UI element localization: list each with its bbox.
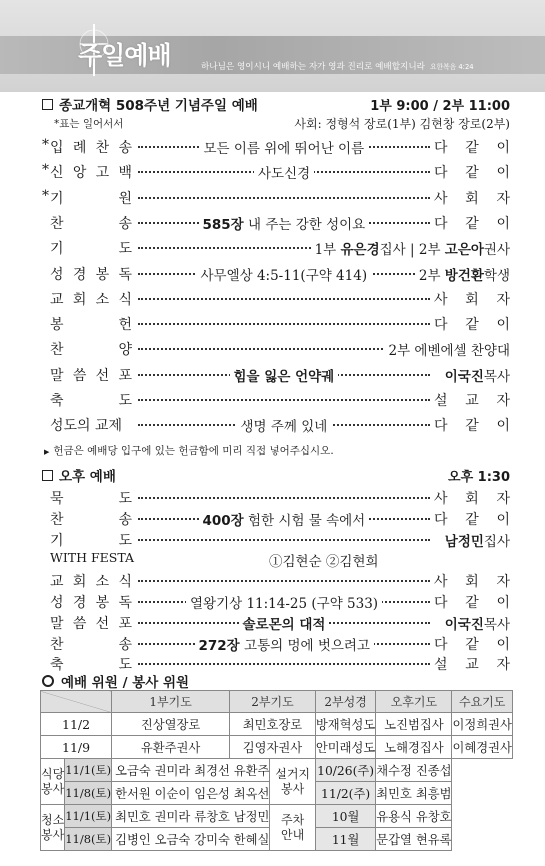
- order-label: [50, 365, 132, 385]
- order-leader: [434, 571, 510, 591]
- char: 다: [434, 140, 448, 156]
- order-leader: [434, 488, 510, 508]
- order-label: [50, 339, 132, 359]
- char: 다: [434, 511, 448, 528]
- meal-date: 11/8(토): [65, 782, 112, 805]
- char: 소: [95, 574, 110, 591]
- char: 식: [118, 574, 132, 591]
- char: 사: [434, 491, 448, 507]
- order-content: [138, 188, 430, 208]
- morning-service-time: 1부 9:00 / 2부 11:00: [370, 99, 510, 114]
- dotted-leader: [138, 323, 430, 325]
- header-cell: 2부기도: [230, 691, 316, 713]
- char: 경: [72, 595, 87, 611]
- char: 이: [496, 595, 510, 611]
- char: 자: [496, 657, 510, 674]
- header-cell: 수요기도: [452, 691, 512, 713]
- label-part: 봉사: [281, 781, 305, 796]
- morning-row: [42, 187, 510, 208]
- order-content: [138, 137, 430, 157]
- order-label: [42, 162, 132, 182]
- char: 도: [118, 657, 132, 674]
- order-label: [50, 571, 132, 591]
- char: 이: [496, 215, 510, 232]
- staff-cell: 안미래성도: [315, 736, 375, 759]
- parking-label: [270, 805, 316, 851]
- order-label: [42, 187, 132, 208]
- order-content: [138, 365, 430, 385]
- char: 회: [72, 291, 87, 308]
- char: 같: [465, 511, 479, 528]
- order-leader: [434, 390, 510, 410]
- char: 식: [118, 291, 132, 308]
- morning-row: [50, 390, 510, 410]
- char: 송: [118, 511, 132, 528]
- afternoon-row: [50, 550, 510, 570]
- order-content: [138, 213, 430, 233]
- order-label: [50, 314, 132, 334]
- order-leader: [441, 365, 510, 385]
- char: 다: [434, 317, 448, 334]
- order-label: [50, 238, 132, 258]
- char: 교: [50, 574, 64, 591]
- char: 고: [95, 165, 110, 182]
- char: 송: [118, 140, 132, 156]
- staff-table: [40, 690, 513, 851]
- staff-cell: 최민호장로: [230, 713, 316, 736]
- char: 자: [496, 291, 510, 308]
- star-mark: *: [42, 162, 49, 179]
- leader-title: 목사: [483, 368, 510, 385]
- clean-label: [41, 805, 65, 851]
- order-leader: 2부 에벤에셀 찬양대: [385, 339, 511, 359]
- order-content: [138, 162, 430, 182]
- clean-names: 최민호 권미라 류창호 남정민: [112, 805, 270, 828]
- char: 회: [72, 574, 87, 591]
- leader-title: 권사: [483, 242, 510, 259]
- afternoon-row: [50, 488, 510, 508]
- char: 봉: [95, 595, 110, 611]
- leader-title: 목사: [483, 616, 510, 633]
- char: 같: [465, 165, 479, 182]
- order-label: [50, 390, 132, 410]
- char: 봉: [95, 266, 110, 283]
- staff-cell: 노해경집사: [376, 736, 452, 759]
- order-leader: [441, 530, 510, 550]
- char: 이: [496, 140, 510, 156]
- morning-row: [42, 137, 510, 157]
- order-content: [138, 488, 430, 508]
- presider-info: 사회: 정형석 장로(1부) 김현창 장로(2부): [294, 117, 510, 131]
- label-part: 설거지: [275, 766, 311, 781]
- morning-row: [50, 213, 510, 233]
- order-text: 열왕기상 11:14-25 (구약 533): [186, 592, 382, 612]
- char: 사: [434, 190, 448, 207]
- char: 양: [118, 342, 132, 359]
- parking-date: 11월: [315, 828, 375, 851]
- morning-row: [50, 365, 510, 385]
- char: 회: [465, 491, 479, 507]
- setup-names: 채수정 진종섭: [376, 759, 452, 782]
- afternoon-service-time: 오후 1:30: [448, 470, 510, 485]
- dotted-leader: [138, 497, 430, 499]
- setup-label: [270, 759, 316, 805]
- label-part: 안내: [281, 827, 305, 842]
- meal-label: [41, 759, 65, 805]
- setup-names: 최민호 최흥범: [376, 782, 452, 805]
- char: 말: [50, 367, 64, 384]
- char: 씀: [72, 615, 87, 632]
- header-cell: 오후기도: [376, 691, 452, 713]
- order-label: [50, 488, 132, 508]
- staff-date: 11/2: [41, 713, 112, 736]
- char: 찬: [50, 636, 64, 653]
- staff-cell: 노진범집사: [376, 713, 452, 736]
- order-leader: [415, 264, 510, 284]
- afternoon-service-title: 오후 예배: [42, 465, 116, 485]
- leader-name: 고은아: [444, 242, 484, 259]
- char: 다: [434, 215, 448, 232]
- setup-date: 10/26(주): [315, 759, 375, 782]
- order-text: 400장 험한 시험 물 속에서: [199, 509, 370, 529]
- leader-prefix: 2부: [418, 267, 445, 284]
- char: 자: [496, 190, 510, 207]
- char: 설: [434, 657, 448, 674]
- star-mark: *: [42, 187, 49, 204]
- char: 기: [50, 190, 64, 207]
- char: 신: [50, 165, 64, 182]
- order-content: [138, 289, 430, 309]
- order-leader: [434, 592, 510, 612]
- clean-date: 11/8(토): [65, 828, 112, 851]
- leader-name: 이국진: [444, 616, 484, 633]
- char: 성: [50, 595, 64, 611]
- leader-title: 학생: [483, 267, 510, 284]
- leader-title: 집사: [483, 533, 510, 550]
- order-label: [50, 592, 132, 612]
- order-content: [138, 314, 430, 334]
- char: 성: [50, 266, 64, 283]
- leader-title: 집사 | 2부: [379, 242, 445, 259]
- char: 송: [118, 636, 132, 653]
- char: 다: [434, 165, 448, 182]
- leader-name: 남정민: [444, 533, 484, 550]
- char: 교: [465, 657, 479, 674]
- hymn-number: 272장: [198, 637, 240, 654]
- order-content: [138, 592, 430, 612]
- order-text: 사도신경: [254, 162, 314, 182]
- order-label: [50, 509, 132, 529]
- staff-cell: 유환주권사: [112, 736, 230, 759]
- char: 송: [118, 215, 132, 232]
- order-label: [50, 634, 132, 654]
- char: 같: [465, 636, 479, 653]
- dotted-leader: [138, 539, 430, 541]
- label-part: 봉사: [41, 827, 65, 842]
- parking-names: 문갑열 현유록: [376, 828, 452, 851]
- afternoon-row: [50, 613, 510, 633]
- char: 찬: [50, 511, 64, 528]
- char: 자: [496, 393, 510, 409]
- leader-name: 유은경: [340, 242, 380, 259]
- order-label: WITH FESTA: [50, 550, 135, 566]
- order-content: [138, 415, 430, 435]
- char: 축: [50, 657, 64, 674]
- char: 이: [496, 418, 510, 435]
- checkbox-square-icon: [42, 99, 53, 110]
- clean-date: 11/1(토): [65, 805, 112, 828]
- staff-cell: 이정희권사: [452, 713, 512, 736]
- parking-names: 유용식 유창호: [376, 805, 452, 828]
- order-leader: [434, 509, 510, 529]
- verse-ref: 요한복음 4:24: [429, 63, 474, 71]
- morning-row: [50, 289, 510, 309]
- meal-names: 오금숙 권미라 최경선 유환주: [112, 759, 270, 782]
- char: 교: [50, 291, 64, 308]
- order-text: 솔로몬의 대적: [239, 613, 330, 633]
- order-text: ①김현순 ②김현희: [265, 550, 383, 570]
- char: 회: [465, 190, 479, 207]
- staff-cell: 진상열장로: [112, 713, 230, 736]
- order-content: [138, 634, 430, 654]
- char: 입: [50, 140, 64, 156]
- char: 자: [496, 574, 510, 591]
- order-leader: [434, 314, 510, 334]
- order-leader: [434, 654, 510, 674]
- staff-header-row: [41, 691, 513, 713]
- char: 이: [496, 317, 510, 334]
- header-cell: 1부기도: [112, 691, 230, 713]
- dotted-leader: [138, 298, 430, 300]
- triangle-bullet-icon: ▶: [44, 448, 50, 456]
- staff-row: [41, 713, 513, 736]
- char: 포: [118, 367, 132, 384]
- label-part: 식당: [41, 766, 65, 781]
- char: 이: [496, 165, 510, 182]
- char: 축: [50, 393, 64, 409]
- dotted-leader: [138, 580, 430, 582]
- leader-prefix: 1부: [314, 242, 341, 259]
- char: 같: [465, 140, 479, 156]
- label-part: 주차: [281, 812, 305, 827]
- char: 교: [465, 393, 479, 409]
- order-label: [50, 613, 132, 633]
- setup-date: 11/2(주): [315, 782, 375, 805]
- char: 도: [118, 491, 132, 507]
- char: 사: [434, 291, 448, 308]
- char: 기: [50, 241, 64, 258]
- order-text: 585장 내 주는 강한 성이요: [199, 213, 370, 233]
- char: 이: [496, 511, 510, 528]
- order-content: [138, 571, 430, 591]
- char: 씀: [72, 367, 87, 384]
- afternoon-row: [50, 530, 510, 550]
- char: 다: [434, 418, 448, 435]
- page-title: 주일예배: [78, 41, 171, 70]
- hymn-number: 585장: [202, 216, 244, 233]
- checkbox-square-icon: [42, 470, 53, 481]
- char: 다: [434, 636, 448, 653]
- label-part: 청소: [41, 812, 65, 827]
- staff-section-title: 예배 위원 / 봉사 위원: [42, 671, 189, 691]
- offering-note: ▶ 헌금은 예배당 입구에 있는 헌금함에 미리 직접 넣어주십시오.: [44, 445, 334, 457]
- char: 다: [434, 595, 448, 611]
- order-content: [138, 613, 430, 633]
- char: 례: [72, 140, 87, 156]
- char: 찬: [95, 140, 110, 156]
- morning-row: [50, 238, 510, 258]
- order-leader: [434, 137, 510, 157]
- order-text: 생명 주께 있네: [237, 415, 332, 435]
- order-leader: [434, 162, 510, 182]
- char: 같: [465, 418, 479, 435]
- char: 묵: [50, 491, 64, 507]
- morning-row: [50, 314, 510, 334]
- char: 소: [95, 291, 110, 308]
- order-leader: [434, 289, 510, 309]
- dotted-leader: [138, 197, 430, 199]
- char: 독: [118, 595, 132, 611]
- order-leader: [434, 213, 510, 233]
- order-label: [50, 264, 132, 284]
- order-leader: [311, 238, 510, 258]
- order-content: [138, 264, 430, 284]
- order-label: 성도의 교제: [50, 418, 123, 435]
- leader-name: 방건환: [444, 267, 484, 284]
- meal-date: 11/1(토): [65, 759, 112, 782]
- order-label: [50, 213, 132, 233]
- char: 기: [50, 532, 64, 549]
- standing-note: *표는 일어서서: [54, 118, 124, 130]
- order-content: [138, 550, 510, 570]
- char: 같: [465, 317, 479, 334]
- char: 회: [465, 574, 479, 591]
- order-text: 모든 이름 위에 뛰어난 이름: [200, 137, 369, 157]
- char: 백: [118, 165, 132, 182]
- order-content: [138, 390, 430, 410]
- order-text: 힘을 잃은 언약궤: [230, 365, 339, 385]
- char: 선: [95, 367, 110, 384]
- dotted-leader: [138, 663, 430, 665]
- order-leader: [434, 634, 510, 654]
- staff-cell: 이혜경권사: [452, 736, 512, 759]
- order-leader: [441, 613, 510, 633]
- order-leader: [434, 188, 510, 208]
- order-content: [138, 509, 430, 529]
- staff-cell: 김영자권사: [230, 736, 316, 759]
- morning-service-title: 종교개혁 508주년 기념주일 예배: [42, 94, 258, 114]
- circle-bullet-icon: [42, 675, 54, 687]
- header-cell: 2부성경: [315, 691, 375, 713]
- char: 도: [118, 532, 132, 549]
- char: 선: [95, 615, 110, 632]
- char: 같: [465, 215, 479, 232]
- char: 독: [118, 266, 132, 283]
- order-label: [42, 137, 132, 157]
- meal-names: 한서원 이순이 임은성 최옥선: [112, 782, 270, 805]
- char: 찬: [50, 215, 64, 232]
- char: 말: [50, 615, 64, 632]
- dotted-leader: [138, 399, 430, 401]
- service-row: [41, 759, 513, 782]
- order-text: 272장 고통의 멍에 벗으려고: [195, 634, 374, 654]
- order-leader: [434, 415, 510, 435]
- char: 도: [118, 241, 132, 258]
- char: 봉: [50, 317, 64, 334]
- header-banner: [0, 0, 545, 92]
- char: 회: [465, 291, 479, 308]
- order-content: [138, 530, 430, 550]
- staff-date: 11/9: [41, 736, 112, 759]
- char: 사: [434, 574, 448, 591]
- afternoon-row: [50, 592, 510, 612]
- clean-names: 김병인 오금숙 강미숙 한혜실: [112, 828, 270, 851]
- char: 찬: [50, 342, 64, 359]
- header-corner: [41, 691, 112, 713]
- char: 원: [118, 190, 132, 207]
- char: 이: [496, 636, 510, 653]
- char: 설: [434, 393, 448, 409]
- order-label: [50, 289, 132, 309]
- morning-row: [50, 415, 510, 435]
- service-row: [41, 805, 513, 828]
- char: 도: [118, 393, 132, 409]
- afternoon-row: [50, 571, 510, 591]
- afternoon-row: [50, 509, 510, 529]
- order-label: [50, 530, 132, 550]
- morning-row: [50, 339, 510, 359]
- morning-row: [42, 162, 510, 183]
- char: 같: [465, 595, 479, 611]
- char: 경: [72, 266, 87, 283]
- leader-name: 이국진: [444, 368, 484, 385]
- hymn-number: 400장: [202, 512, 244, 529]
- char: 자: [496, 491, 510, 507]
- label-part: 봉사: [41, 781, 65, 796]
- char: 앙: [72, 165, 87, 182]
- staff-cell: 방재혁성도: [315, 713, 375, 736]
- star-mark: *: [42, 137, 49, 153]
- afternoon-row: [50, 634, 510, 654]
- order-text: 사무엘상 4:5-11(구약 414): [197, 264, 372, 284]
- header-verse: 하나님은 영이시니 예배하는 자가 영과 진리로 예배할지니라 요한복음 4:24: [201, 62, 474, 72]
- staff-row: [41, 736, 513, 759]
- char: 헌: [118, 317, 132, 334]
- char: 포: [118, 615, 132, 632]
- morning-row: [50, 264, 510, 284]
- parking-date: 10월: [315, 805, 375, 828]
